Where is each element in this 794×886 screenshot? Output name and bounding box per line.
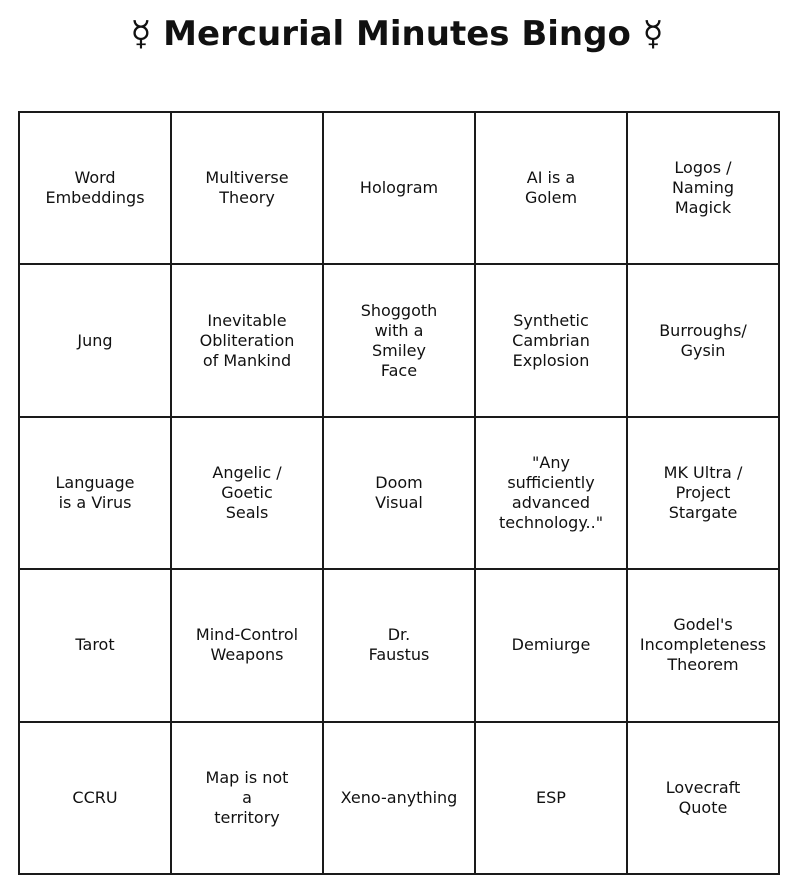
bingo-cell[interactable]: Shoggoth with a Smiley Face bbox=[324, 265, 476, 417]
bingo-cell[interactable]: CCRU bbox=[20, 723, 172, 875]
bingo-cell[interactable]: Inevitable Obliteration of Mankind bbox=[172, 265, 324, 417]
bingo-cell[interactable]: Mind-Control Weapons bbox=[172, 570, 324, 722]
bingo-cell[interactable]: Language is a Virus bbox=[20, 418, 172, 570]
bingo-cell[interactable]: "Any sufficiently advanced technology.." bbox=[476, 418, 628, 570]
page-title: ☿ Mercurial Minutes Bingo ☿ bbox=[130, 14, 664, 54]
bingo-board bbox=[18, 111, 780, 875]
bingo-cell[interactable]: Demiurge bbox=[476, 570, 628, 722]
bingo-cell[interactable]: Dr. Faustus bbox=[324, 570, 476, 722]
bingo-cell[interactable]: Burroughs/ Gysin bbox=[628, 265, 780, 417]
bingo-cell[interactable]: Logos / Naming Magick bbox=[628, 113, 780, 265]
bingo-cell[interactable]: Xeno-anything bbox=[324, 723, 476, 875]
bingo-cell[interactable]: MK Ultra / Project Stargate bbox=[628, 418, 780, 570]
bingo-cell[interactable]: AI is a Golem bbox=[476, 113, 628, 265]
bingo-cell[interactable]: Hologram bbox=[324, 113, 476, 265]
bingo-cell[interactable]: Synthetic Cambrian Explosion bbox=[476, 265, 628, 417]
bingo-cell[interactable]: Godel's Incompleteness Theorem bbox=[628, 570, 780, 722]
bingo-cell[interactable]: Tarot bbox=[20, 570, 172, 722]
bingo-cell[interactable]: Lovecraft Quote bbox=[628, 723, 780, 875]
bingo-cell[interactable]: Multiverse Theory bbox=[172, 113, 324, 265]
bingo-cell[interactable]: ESP bbox=[476, 723, 628, 875]
bingo-cell[interactable]: Map is not a territory bbox=[172, 723, 324, 875]
bingo-cell[interactable]: Angelic / Goetic Seals bbox=[172, 418, 324, 570]
bingo-cell[interactable]: Doom Visual bbox=[324, 418, 476, 570]
bingo-cell[interactable]: Jung bbox=[20, 265, 172, 417]
bingo-cell[interactable]: Word Embeddings bbox=[20, 113, 172, 265]
